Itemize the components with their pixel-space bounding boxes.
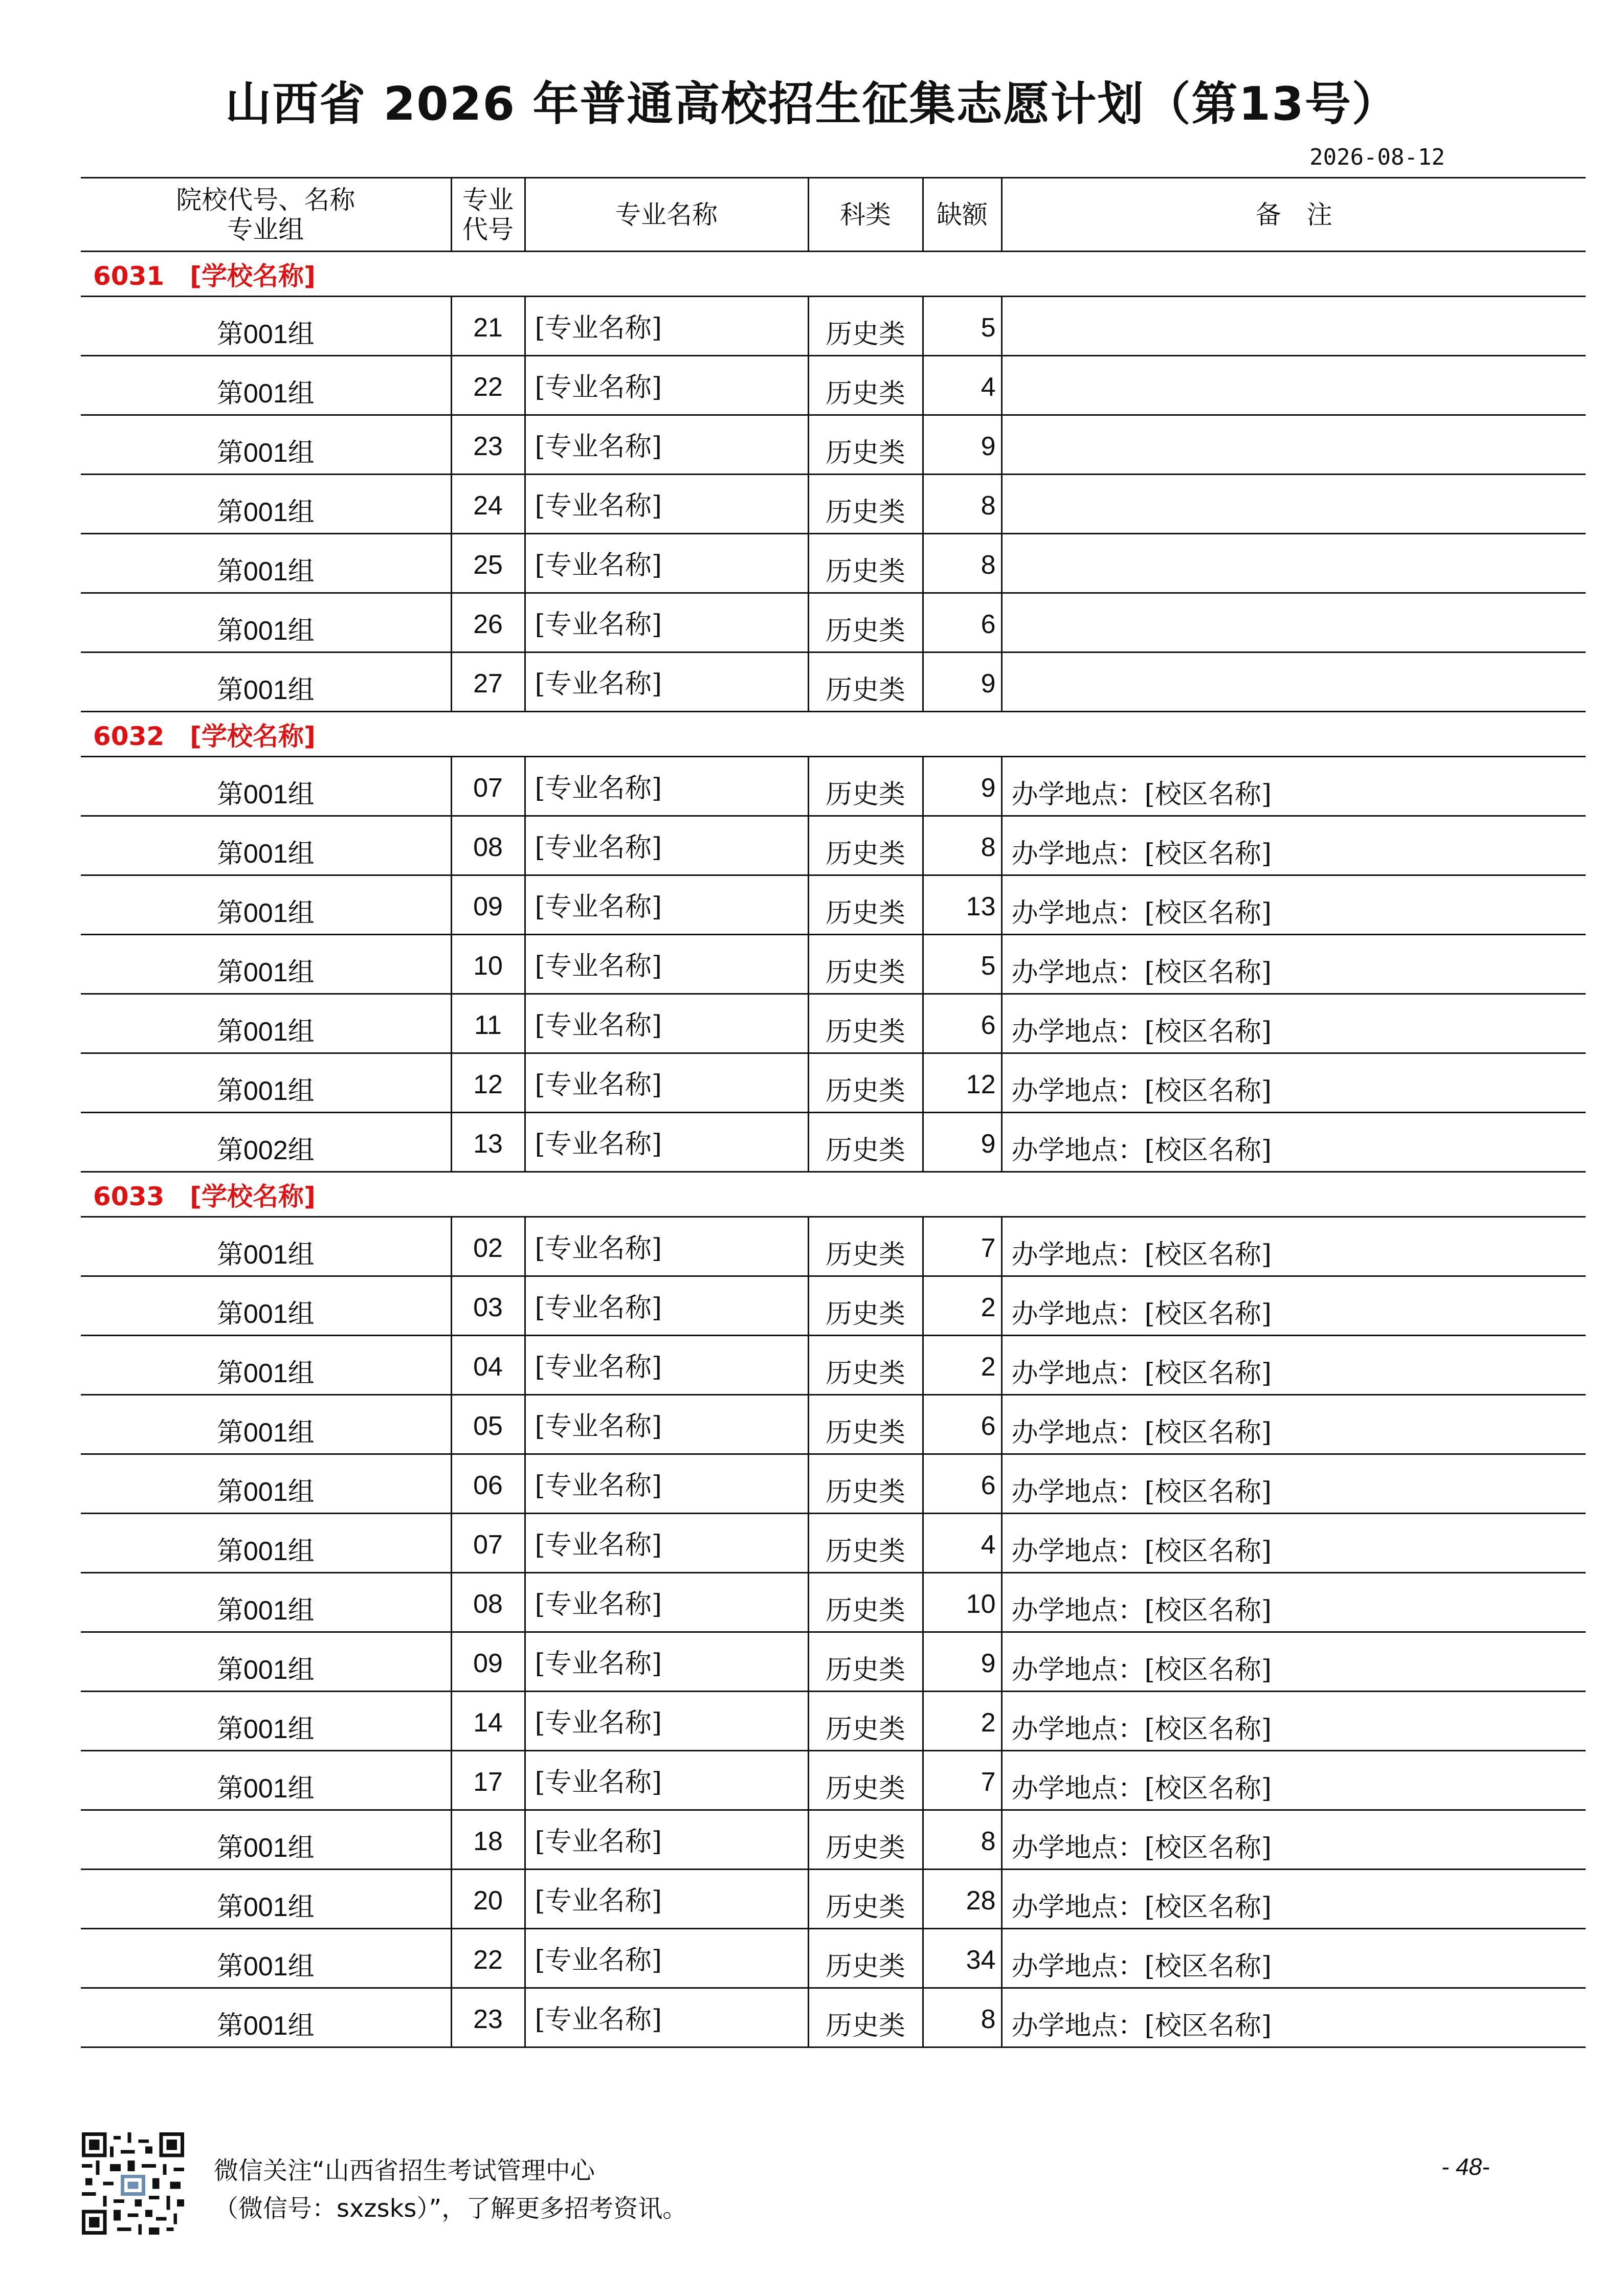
cell-quota: 9	[923, 1632, 1002, 1692]
cell-category: 历史类	[808, 994, 923, 1053]
cell-code: 18	[451, 1810, 525, 1870]
cell-group: 第001组	[81, 757, 451, 816]
table-row	[81, 475, 1586, 534]
school-name: 6032 [学校名称]	[81, 712, 1586, 757]
cell-code: 22	[451, 356, 525, 415]
cell-note: 办学地点：[校区名称]	[1002, 1573, 1586, 1632]
cell-note: 办学地点：[校区名称]	[1002, 1692, 1586, 1751]
cell-group: 第001组	[81, 356, 451, 415]
cell-quota: 2	[923, 1336, 1002, 1395]
table-row	[81, 415, 1586, 475]
cell-major: [专业名称]	[525, 1053, 808, 1113]
cell-code: 07	[451, 1514, 525, 1573]
cell-code: 23	[451, 415, 525, 475]
cell-category: 历史类	[808, 1988, 923, 2047]
publish-date: 2026-08-12	[1309, 144, 1445, 170]
cell-group: 第001组	[81, 415, 451, 475]
cell-note: 办学地点：[校区名称]	[1002, 1929, 1586, 1988]
cell-category: 历史类	[808, 356, 923, 415]
cell-major: [专业名称]	[525, 297, 808, 356]
cell-quota: 8	[923, 1810, 1002, 1870]
cell-category: 历史类	[808, 1217, 923, 1276]
cell-code: 22	[451, 1929, 525, 1988]
cell-major: [专业名称]	[525, 757, 808, 816]
cell-code: 04	[451, 1336, 525, 1395]
cell-quota: 8	[923, 534, 1002, 593]
cell-note: 办学地点：[校区名称]	[1002, 1395, 1586, 1454]
cell-category: 历史类	[808, 297, 923, 356]
cell-category: 历史类	[808, 1810, 923, 1870]
table-row	[81, 1395, 1586, 1454]
cell-group: 第002组	[81, 1113, 451, 1172]
header-school: 院校代号、名称 专业组	[81, 178, 451, 252]
cell-quota: 4	[923, 1514, 1002, 1573]
cell-group: 第001组	[81, 1514, 451, 1573]
cell-major: [专业名称]	[525, 1751, 808, 1810]
cell-quota: 8	[923, 475, 1002, 534]
table-row	[81, 534, 1586, 593]
cell-major: [专业名称]	[525, 534, 808, 593]
cell-major: [专业名称]	[525, 415, 808, 475]
cell-major: [专业名称]	[525, 1336, 808, 1395]
cell-quota: 5	[923, 297, 1002, 356]
header-major: 专业名称	[525, 178, 808, 252]
footer-line1: 微信关注“山西省招生考试管理中心	[214, 2156, 595, 2185]
table-row	[81, 994, 1586, 1053]
table-row	[81, 875, 1586, 935]
cell-note: 办学地点：[校区名称]	[1002, 1336, 1586, 1395]
cell-category: 历史类	[808, 816, 923, 875]
cell-note: 办学地点：[校区名称]	[1002, 935, 1586, 994]
table-row	[81, 1573, 1586, 1632]
header-category: 科类	[808, 178, 923, 252]
cell-quota: 8	[923, 816, 1002, 875]
cell-note	[1002, 593, 1586, 652]
school-name: 6031 [学校名称]	[81, 252, 1586, 297]
page-number: - 48-	[1441, 2153, 1490, 2180]
cell-code: 03	[451, 1276, 525, 1336]
table-row	[81, 1988, 1586, 2047]
cell-group: 第001组	[81, 994, 451, 1053]
cell-category: 历史类	[808, 652, 923, 712]
school-name: 6033 [学校名称]	[81, 1172, 1586, 1217]
cell-note: 办学地点：[校区名称]	[1002, 994, 1586, 1053]
cell-quota: 9	[923, 652, 1002, 712]
cell-major: [专业名称]	[525, 356, 808, 415]
cell-note: 办学地点：[校区名称]	[1002, 1454, 1586, 1514]
cell-code: 27	[451, 652, 525, 712]
cell-category: 历史类	[808, 935, 923, 994]
cell-group: 第001组	[81, 1988, 451, 2047]
cell-note	[1002, 415, 1586, 475]
cell-group: 第001组	[81, 593, 451, 652]
cell-quota: 28	[923, 1870, 1002, 1929]
cell-quota: 2	[923, 1276, 1002, 1336]
cell-note: 办学地点：[校区名称]	[1002, 757, 1586, 816]
qr-code-icon	[82, 2132, 184, 2235]
cell-code: 08	[451, 1573, 525, 1632]
school-section-header	[81, 252, 1586, 297]
cell-major: [专业名称]	[525, 593, 808, 652]
cell-group: 第001组	[81, 1454, 451, 1514]
table-row	[81, 593, 1586, 652]
cell-note: 办学地点：[校区名称]	[1002, 1751, 1586, 1810]
cell-major: [专业名称]	[525, 1810, 808, 1870]
footer-line2: （微信号：sxzsks）”，了解更多招考资讯。	[214, 2194, 687, 2223]
cell-group: 第001组	[81, 935, 451, 994]
cell-category: 历史类	[808, 1692, 923, 1751]
cell-note	[1002, 652, 1586, 712]
cell-group: 第001组	[81, 652, 451, 712]
cell-group: 第001组	[81, 1810, 451, 1870]
cell-note: 办学地点：[校区名称]	[1002, 875, 1586, 935]
cell-group: 第001组	[81, 1395, 451, 1454]
cell-category: 历史类	[808, 1395, 923, 1454]
cell-category: 历史类	[808, 415, 923, 475]
cell-major: [专业名称]	[525, 875, 808, 935]
table-header-row	[81, 178, 1586, 252]
table-row	[81, 1336, 1586, 1395]
cell-code: 09	[451, 1632, 525, 1692]
cell-quota: 2	[923, 1692, 1002, 1751]
cell-category: 历史类	[808, 1336, 923, 1395]
cell-note: 办学地点：[校区名称]	[1002, 816, 1586, 875]
table-row	[81, 652, 1586, 712]
cell-category: 历史类	[808, 1929, 923, 1988]
school-section-header	[81, 712, 1586, 757]
cell-quota: 9	[923, 1113, 1002, 1172]
header-quota: 缺额	[923, 178, 1002, 252]
table-row	[81, 935, 1586, 994]
cell-group: 第001组	[81, 1217, 451, 1276]
cell-quota: 9	[923, 757, 1002, 816]
table-row	[81, 1053, 1586, 1113]
page-title: 山西省 2026 年普通高校招生征集志愿计划（第13号）	[225, 77, 1399, 131]
cell-category: 历史类	[808, 1870, 923, 1929]
cell-note	[1002, 475, 1586, 534]
cell-group: 第001组	[81, 1632, 451, 1692]
cell-code: 24	[451, 475, 525, 534]
table-row	[81, 1692, 1586, 1751]
cell-major: [专业名称]	[525, 1217, 808, 1276]
cell-category: 历史类	[808, 757, 923, 816]
header-note: 备 注	[1002, 178, 1586, 252]
cell-quota: 8	[923, 1988, 1002, 2047]
cell-group: 第001组	[81, 1751, 451, 1810]
cell-code: 09	[451, 875, 525, 935]
table-row	[81, 356, 1586, 415]
cell-category: 历史类	[808, 1454, 923, 1514]
cell-code: 13	[451, 1113, 525, 1172]
cell-major: [专业名称]	[525, 1276, 808, 1336]
cell-category: 历史类	[808, 875, 923, 935]
cell-category: 历史类	[808, 1276, 923, 1336]
table-row	[81, 1870, 1586, 1929]
cell-code: 17	[451, 1751, 525, 1810]
cell-quota: 13	[923, 875, 1002, 935]
table-row	[81, 1929, 1586, 1988]
cell-major: [专业名称]	[525, 1573, 808, 1632]
table-row	[81, 1514, 1586, 1573]
cell-code: 02	[451, 1217, 525, 1276]
cell-note: 办学地点：[校区名称]	[1002, 1276, 1586, 1336]
cell-major: [专业名称]	[525, 652, 808, 712]
cell-major: [专业名称]	[525, 1395, 808, 1454]
cell-major: [专业名称]	[525, 475, 808, 534]
cell-quota: 9	[923, 415, 1002, 475]
table-row	[81, 1454, 1586, 1514]
cell-category: 历史类	[808, 475, 923, 534]
cell-group: 第001组	[81, 1573, 451, 1632]
table-row	[81, 1810, 1586, 1870]
cell-group: 第001组	[81, 1276, 451, 1336]
cell-major: [专业名称]	[525, 1113, 808, 1172]
cell-quota: 7	[923, 1751, 1002, 1810]
cell-code: 14	[451, 1692, 525, 1751]
cell-major: [专业名称]	[525, 1988, 808, 2047]
cell-group: 第001组	[81, 1053, 451, 1113]
footer-note	[214, 2152, 687, 2227]
cell-group: 第001组	[81, 534, 451, 593]
cell-major: [专业名称]	[525, 994, 808, 1053]
cell-category: 历史类	[808, 1751, 923, 1810]
cell-category: 历史类	[808, 1632, 923, 1692]
cell-quota: 10	[923, 1573, 1002, 1632]
table-row	[81, 757, 1586, 816]
cell-note: 办学地点：[校区名称]	[1002, 1113, 1586, 1172]
cell-code: 10	[451, 935, 525, 994]
cell-category: 历史类	[808, 1573, 923, 1632]
cell-group: 第001组	[81, 1692, 451, 1751]
cell-quota: 34	[923, 1929, 1002, 1988]
cell-note: 办学地点：[校区名称]	[1002, 1988, 1586, 2047]
cell-quota: 7	[923, 1217, 1002, 1276]
cell-quota: 6	[923, 1395, 1002, 1454]
table-row	[81, 816, 1586, 875]
cell-quota: 12	[923, 1053, 1002, 1113]
cell-major: [专业名称]	[525, 1514, 808, 1573]
cell-note: 办学地点：[校区名称]	[1002, 1810, 1586, 1870]
cell-code: 06	[451, 1454, 525, 1514]
table-row	[81, 1751, 1586, 1810]
cell-major: [专业名称]	[525, 1929, 808, 1988]
table-row	[81, 1632, 1586, 1692]
cell-code: 12	[451, 1053, 525, 1113]
cell-major: [专业名称]	[525, 1870, 808, 1929]
cell-category: 历史类	[808, 534, 923, 593]
cell-code: 05	[451, 1395, 525, 1454]
cell-note: 办学地点：[校区名称]	[1002, 1217, 1586, 1276]
cell-note: 办学地点：[校区名称]	[1002, 1632, 1586, 1692]
header-code: 专业 代号	[451, 178, 525, 252]
cell-major: [专业名称]	[525, 935, 808, 994]
cell-group: 第001组	[81, 1870, 451, 1929]
quota-table	[81, 177, 1586, 2048]
cell-quota: 6	[923, 1454, 1002, 1514]
cell-note	[1002, 297, 1586, 356]
cell-note: 办学地点：[校区名称]	[1002, 1514, 1586, 1573]
cell-code: 26	[451, 593, 525, 652]
cell-code: 07	[451, 757, 525, 816]
cell-quota: 5	[923, 935, 1002, 994]
cell-category: 历史类	[808, 593, 923, 652]
cell-quota: 6	[923, 994, 1002, 1053]
cell-code: 08	[451, 816, 525, 875]
cell-category: 历史类	[808, 1113, 923, 1172]
cell-category: 历史类	[808, 1053, 923, 1113]
cell-note	[1002, 356, 1586, 415]
school-section-header	[81, 1172, 1586, 1217]
cell-code: 23	[451, 1988, 525, 2047]
cell-group: 第001组	[81, 475, 451, 534]
cell-quota: 6	[923, 593, 1002, 652]
cell-major: [专业名称]	[525, 1692, 808, 1751]
cell-note: 办学地点：[校区名称]	[1002, 1870, 1586, 1929]
table-row	[81, 1113, 1586, 1172]
cell-group: 第001组	[81, 875, 451, 935]
cell-group: 第001组	[81, 1929, 451, 1988]
cell-code: 25	[451, 534, 525, 593]
cell-major: [专业名称]	[525, 816, 808, 875]
cell-group: 第001组	[81, 297, 451, 356]
cell-note	[1002, 534, 1586, 593]
cell-code: 21	[451, 297, 525, 356]
table-row	[81, 297, 1586, 356]
cell-category: 历史类	[808, 1514, 923, 1573]
cell-quota: 4	[923, 356, 1002, 415]
table-row	[81, 1217, 1586, 1276]
cell-note: 办学地点：[校区名称]	[1002, 1053, 1586, 1113]
cell-major: [专业名称]	[525, 1632, 808, 1692]
table-row	[81, 1276, 1586, 1336]
cell-code: 11	[451, 994, 525, 1053]
cell-group: 第001组	[81, 1336, 451, 1395]
cell-group: 第001组	[81, 816, 451, 875]
cell-code: 20	[451, 1870, 525, 1929]
cell-major: [专业名称]	[525, 1454, 808, 1514]
